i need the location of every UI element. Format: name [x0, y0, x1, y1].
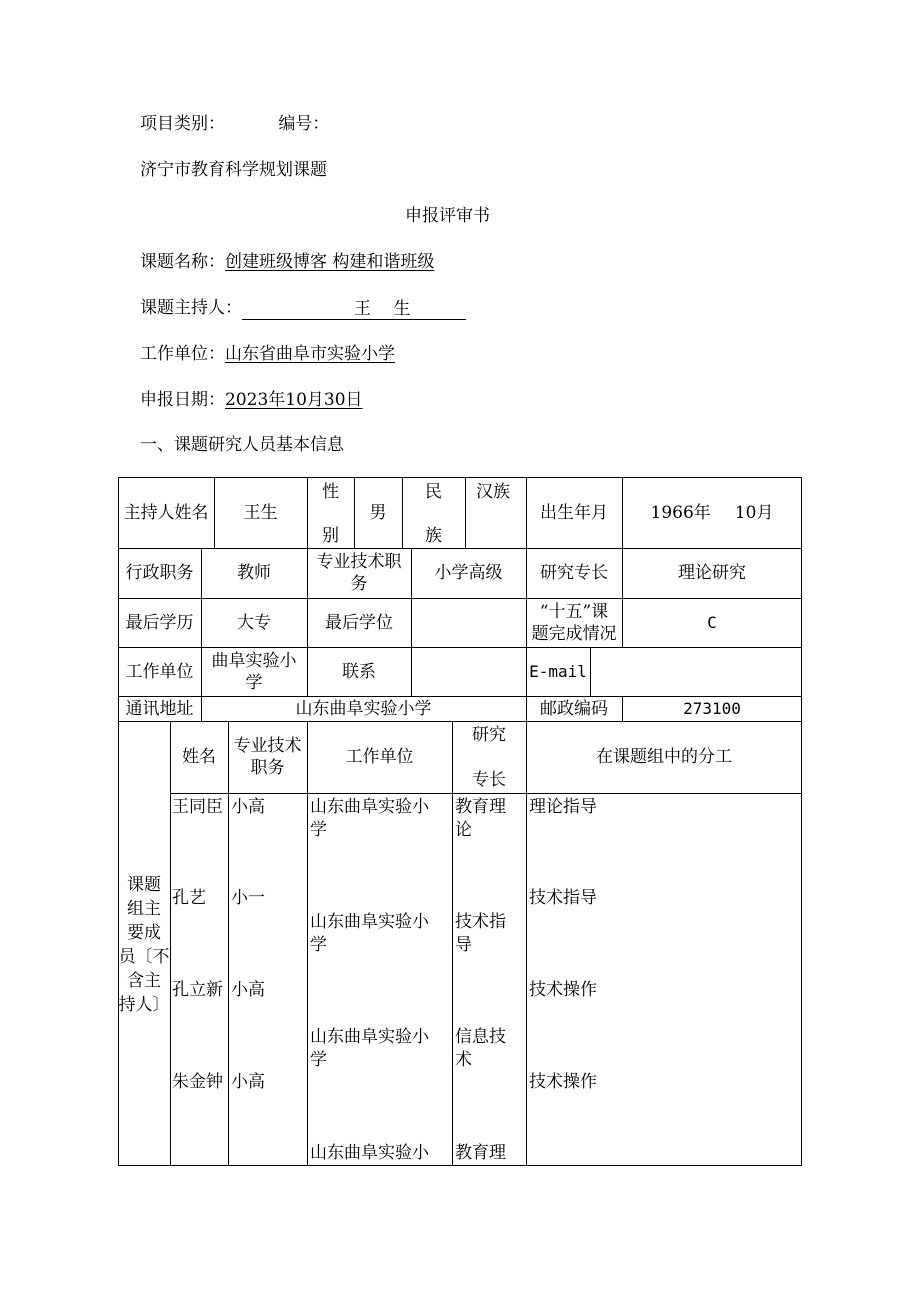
- title-value: 小学高级: [434, 563, 503, 583]
- member-unit-line: 山东曲阜实验小: [310, 797, 429, 817]
- unit-line: [140, 342, 395, 366]
- date-value: 2023年10月30日: [225, 390, 363, 410]
- email-label: E-mail: [529, 661, 587, 681]
- research-value: 理论研究: [678, 563, 746, 583]
- member-spec-line: 教育理: [455, 1143, 506, 1163]
- topic-value: 创建班级博客 构建和谐班级: [225, 252, 435, 272]
- contact-value: [411, 647, 526, 696]
- group-label-line: 持人〕: [118, 995, 170, 1015]
- members-group-label: [118, 873, 170, 1021]
- member-unit-line: 山东曲阜实验小: [310, 1143, 429, 1163]
- member-unit-line: 学: [310, 820, 327, 840]
- host-name-label: 主持人姓名: [123, 502, 209, 523]
- member-unit-line: 学: [310, 935, 327, 955]
- host-name: 王生: [243, 502, 278, 523]
- birth-year: 1966年: [650, 502, 711, 523]
- fifteen-label-line2: 题完成情况: [531, 623, 617, 644]
- member-role: 技术操作: [529, 980, 597, 1000]
- host-value-field: [242, 297, 466, 320]
- date-label: 申报日期：: [140, 390, 225, 410]
- ethnic-value: 汉族: [476, 482, 510, 502]
- group-label-line: 课题: [127, 875, 161, 895]
- topic-line: [140, 250, 434, 274]
- col-header-spec-bottom: 专长: [472, 770, 506, 790]
- admin-label: 行政职务: [125, 563, 194, 583]
- address-value: 山东曲阜实验小学: [295, 698, 432, 719]
- gender-label-top: 性: [322, 482, 339, 502]
- col-header-name: 姓名: [182, 747, 216, 767]
- col-divider: [402, 477, 403, 548]
- ethnic-label-bottom: 族: [425, 526, 442, 546]
- group-label-line: 要成: [127, 923, 161, 943]
- member-spec-line: 技术指: [455, 912, 506, 932]
- fifteen-value: C: [707, 612, 717, 632]
- postcode-value: 273100: [683, 698, 741, 718]
- category-line: [140, 112, 329, 136]
- group-label-line: 含主: [127, 971, 161, 991]
- doc-title: 申报评审书: [405, 206, 490, 226]
- birth-label: 出生年月: [540, 502, 608, 523]
- workunit-value: [201, 647, 307, 696]
- category-label: 项目类别：: [140, 114, 225, 134]
- member-spec-line: 术: [455, 1050, 472, 1070]
- host-label: 课题主持人：: [140, 298, 242, 318]
- col-header-spec-top: 研究: [472, 725, 506, 745]
- row-divider: [170, 793, 802, 794]
- member-spec-line: 教育理: [455, 797, 506, 817]
- member-title: 小高: [231, 797, 265, 817]
- number-label: 编号：: [278, 114, 330, 134]
- section-title: 一、课题研究人员基本信息: [140, 435, 344, 455]
- col-header-title-line1: 专业技术: [233, 736, 302, 756]
- topic-label: 课题名称：: [140, 252, 225, 272]
- member-spec-line: 信息技: [455, 1027, 506, 1047]
- workunit-line1: 曲阜实验小: [211, 650, 297, 671]
- member-title: 小高: [231, 980, 265, 1000]
- org-title: 济宁市教育科学规划课题: [140, 160, 327, 180]
- member-name: 王同臣: [172, 797, 223, 817]
- title-label: [307, 548, 411, 598]
- member-role: 理论指导: [529, 797, 597, 817]
- unit-value: 山东省曲阜市实验小学: [225, 344, 395, 364]
- group-label-line: 组主: [127, 899, 161, 919]
- title-label-line2: 务: [350, 574, 368, 594]
- col-header-title-line2: 职务: [250, 758, 285, 778]
- workunit-line2: 学: [245, 672, 263, 693]
- postcode-label: 邮政编码: [540, 698, 608, 719]
- gender-label-bottom: 别: [322, 526, 339, 546]
- birth-month: 10月: [734, 502, 774, 523]
- education-label: 最后学历: [125, 612, 194, 633]
- col-divider: [307, 477, 308, 548]
- fifteen-label: [526, 598, 622, 647]
- member-title: 小一: [231, 888, 265, 908]
- address-label: 通讯地址: [125, 698, 194, 719]
- member-role: 技术指导: [529, 888, 597, 908]
- gender-value: 男: [369, 502, 387, 523]
- contact-label: 联系: [342, 661, 376, 682]
- member-unit-line: 学: [310, 1050, 327, 1070]
- fifteen-label-line1: “十五”课: [539, 601, 609, 622]
- group-label-line: 员〔不: [118, 947, 170, 967]
- member-name: 朱金钟: [172, 1072, 223, 1092]
- col-header-role: 在课题组中的分工: [596, 747, 732, 767]
- birth-value: [622, 477, 802, 548]
- date-line: [140, 388, 363, 412]
- member-unit-line: 山东曲阜实验小: [310, 1027, 429, 1047]
- host-value: 王 生: [354, 299, 411, 319]
- degree-value: [411, 598, 526, 647]
- email-value: [590, 647, 802, 696]
- ethnic-label-top: 民: [425, 482, 442, 502]
- member-spec-line: 导: [455, 935, 472, 955]
- unit-label: 工作单位：: [140, 344, 225, 364]
- education-value: 大专: [237, 612, 271, 633]
- workunit-label: 工作单位: [125, 661, 194, 682]
- member-role: 技术操作: [529, 1072, 597, 1092]
- col-header-title: [228, 721, 307, 793]
- member-unit-line: 山东曲阜实验小: [310, 912, 429, 932]
- host-line: [140, 296, 466, 320]
- member-name: 孔艺: [172, 888, 206, 908]
- col-divider: [465, 477, 466, 548]
- col-header-unit: 工作单位: [345, 747, 414, 767]
- title-label-line1: 专业技术职: [316, 552, 402, 572]
- member-name: 孔立新: [172, 980, 223, 1000]
- degree-label: 最后学位: [325, 612, 393, 633]
- member-title: 小高: [231, 1072, 265, 1092]
- member-spec-line: 论: [455, 820, 472, 840]
- research-label: 研究专长: [540, 563, 608, 583]
- admin-value: 教师: [237, 563, 271, 583]
